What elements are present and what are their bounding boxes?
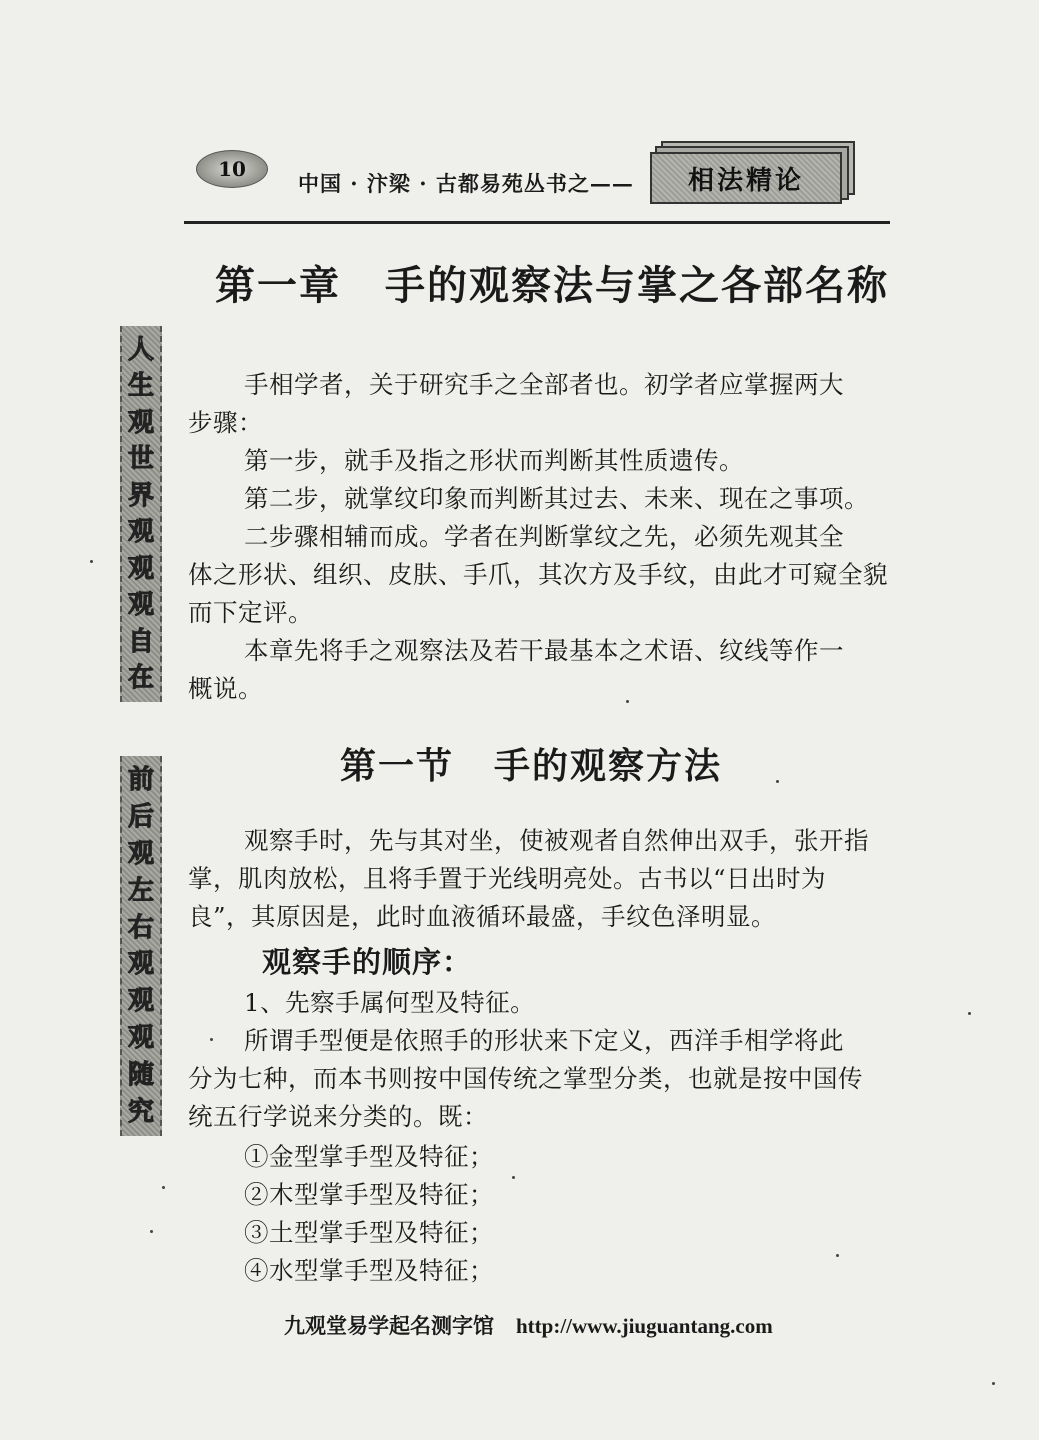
order-line: 统五行学说来分类的。既：: [188, 1102, 488, 1131]
chapter-title: [215, 254, 889, 311]
intro-line: 第二步，就掌纹印象而判断其过去、未来、现在之事项。: [244, 484, 869, 513]
side-char: 世: [127, 444, 154, 475]
side-char: 观: [127, 838, 154, 869]
section-name: 手的观察方法: [494, 745, 723, 787]
section-line: 观察手时，先与其对坐，使被观者自然伸出双手，张开指: [244, 826, 869, 855]
side-char: 生: [127, 371, 154, 402]
order-line: 1、先察手属何型及特征。: [244, 988, 536, 1017]
side-char: 人: [127, 334, 154, 365]
intro-line: 体之形状、组织、皮肤、手爪，其次方及手纹，由此才可窥全貌: [188, 560, 888, 589]
order-line: 分为七种，而本书则按中国传统之掌型分类，也就是按中国传: [188, 1064, 863, 1093]
side-char: 观: [127, 590, 154, 621]
side-char: 在: [127, 663, 154, 694]
footer: [284, 1310, 773, 1340]
intro-line: 第一步，就手及指之形状而判断其性质遗传。: [244, 446, 744, 475]
intro-line: 本章先将手之观察法及若干最基本之术语、纹线等作一: [244, 636, 844, 665]
footer-text: 九观堂易学起名测字馆: [284, 1313, 494, 1338]
section-line: 掌，肌肉放松，且将手置于光线明亮处。古书以“日出时为: [188, 864, 827, 893]
side-char: 右: [127, 912, 154, 943]
order-line: ①金型掌手型及特征；: [244, 1142, 494, 1171]
side-char: 观: [127, 1023, 154, 1054]
page-number-badge: 10: [196, 150, 268, 188]
order-line: ②木型掌手型及特征；: [244, 1180, 494, 1209]
side-char: 前: [127, 764, 154, 795]
side-char: 观: [127, 986, 154, 1017]
side-char: 左: [127, 875, 154, 906]
order-subheading: 观察手的顺序：: [262, 945, 473, 979]
order-line: 所谓手型便是依照手的形状来下定义，西洋手相学将此: [244, 1026, 844, 1055]
side-char: 随: [127, 1060, 154, 1091]
side-char: 观: [127, 553, 154, 584]
side-label-lower: [120, 756, 162, 1136]
chapter-name: 手的观察法与掌之各部名称: [385, 262, 889, 309]
series-title: 中国 · 汴梁 · 古都易苑丛书之——: [298, 171, 634, 196]
order-line: ④水型掌手型及特征；: [244, 1256, 494, 1285]
section-number: 第一节: [340, 745, 455, 787]
footer-url: http://www.jiuguantang.com: [516, 1314, 773, 1338]
side-char: 自: [127, 626, 154, 657]
book-title-badge: 相法精论: [650, 152, 842, 204]
section-title: [340, 738, 722, 789]
header-divider: [184, 221, 890, 224]
side-char: 界: [127, 480, 154, 511]
side-char: 观: [127, 517, 154, 548]
side-label-upper: [120, 326, 162, 702]
side-char: 观: [127, 407, 154, 438]
order-line: ③土型掌手型及特征；: [244, 1218, 494, 1247]
section-line: 良”，其原因是，此时血液循环最盛，手纹色泽明显。: [188, 902, 777, 931]
intro-line: 概说。: [188, 674, 263, 703]
intro-line: 二步骤相辅而成。学者在判断掌纹之先，必须先观其全: [244, 522, 844, 551]
intro-line: 步骤：: [188, 408, 263, 437]
side-char: 观: [127, 949, 154, 980]
intro-line: 而下定评。: [188, 598, 313, 627]
side-char: 究: [127, 1097, 154, 1128]
chapter-number: 第一章: [215, 262, 341, 309]
intro-line: 手相学者，关于研究手之全部者也。初学者应掌握两大: [244, 370, 844, 399]
side-char: 后: [127, 801, 154, 832]
